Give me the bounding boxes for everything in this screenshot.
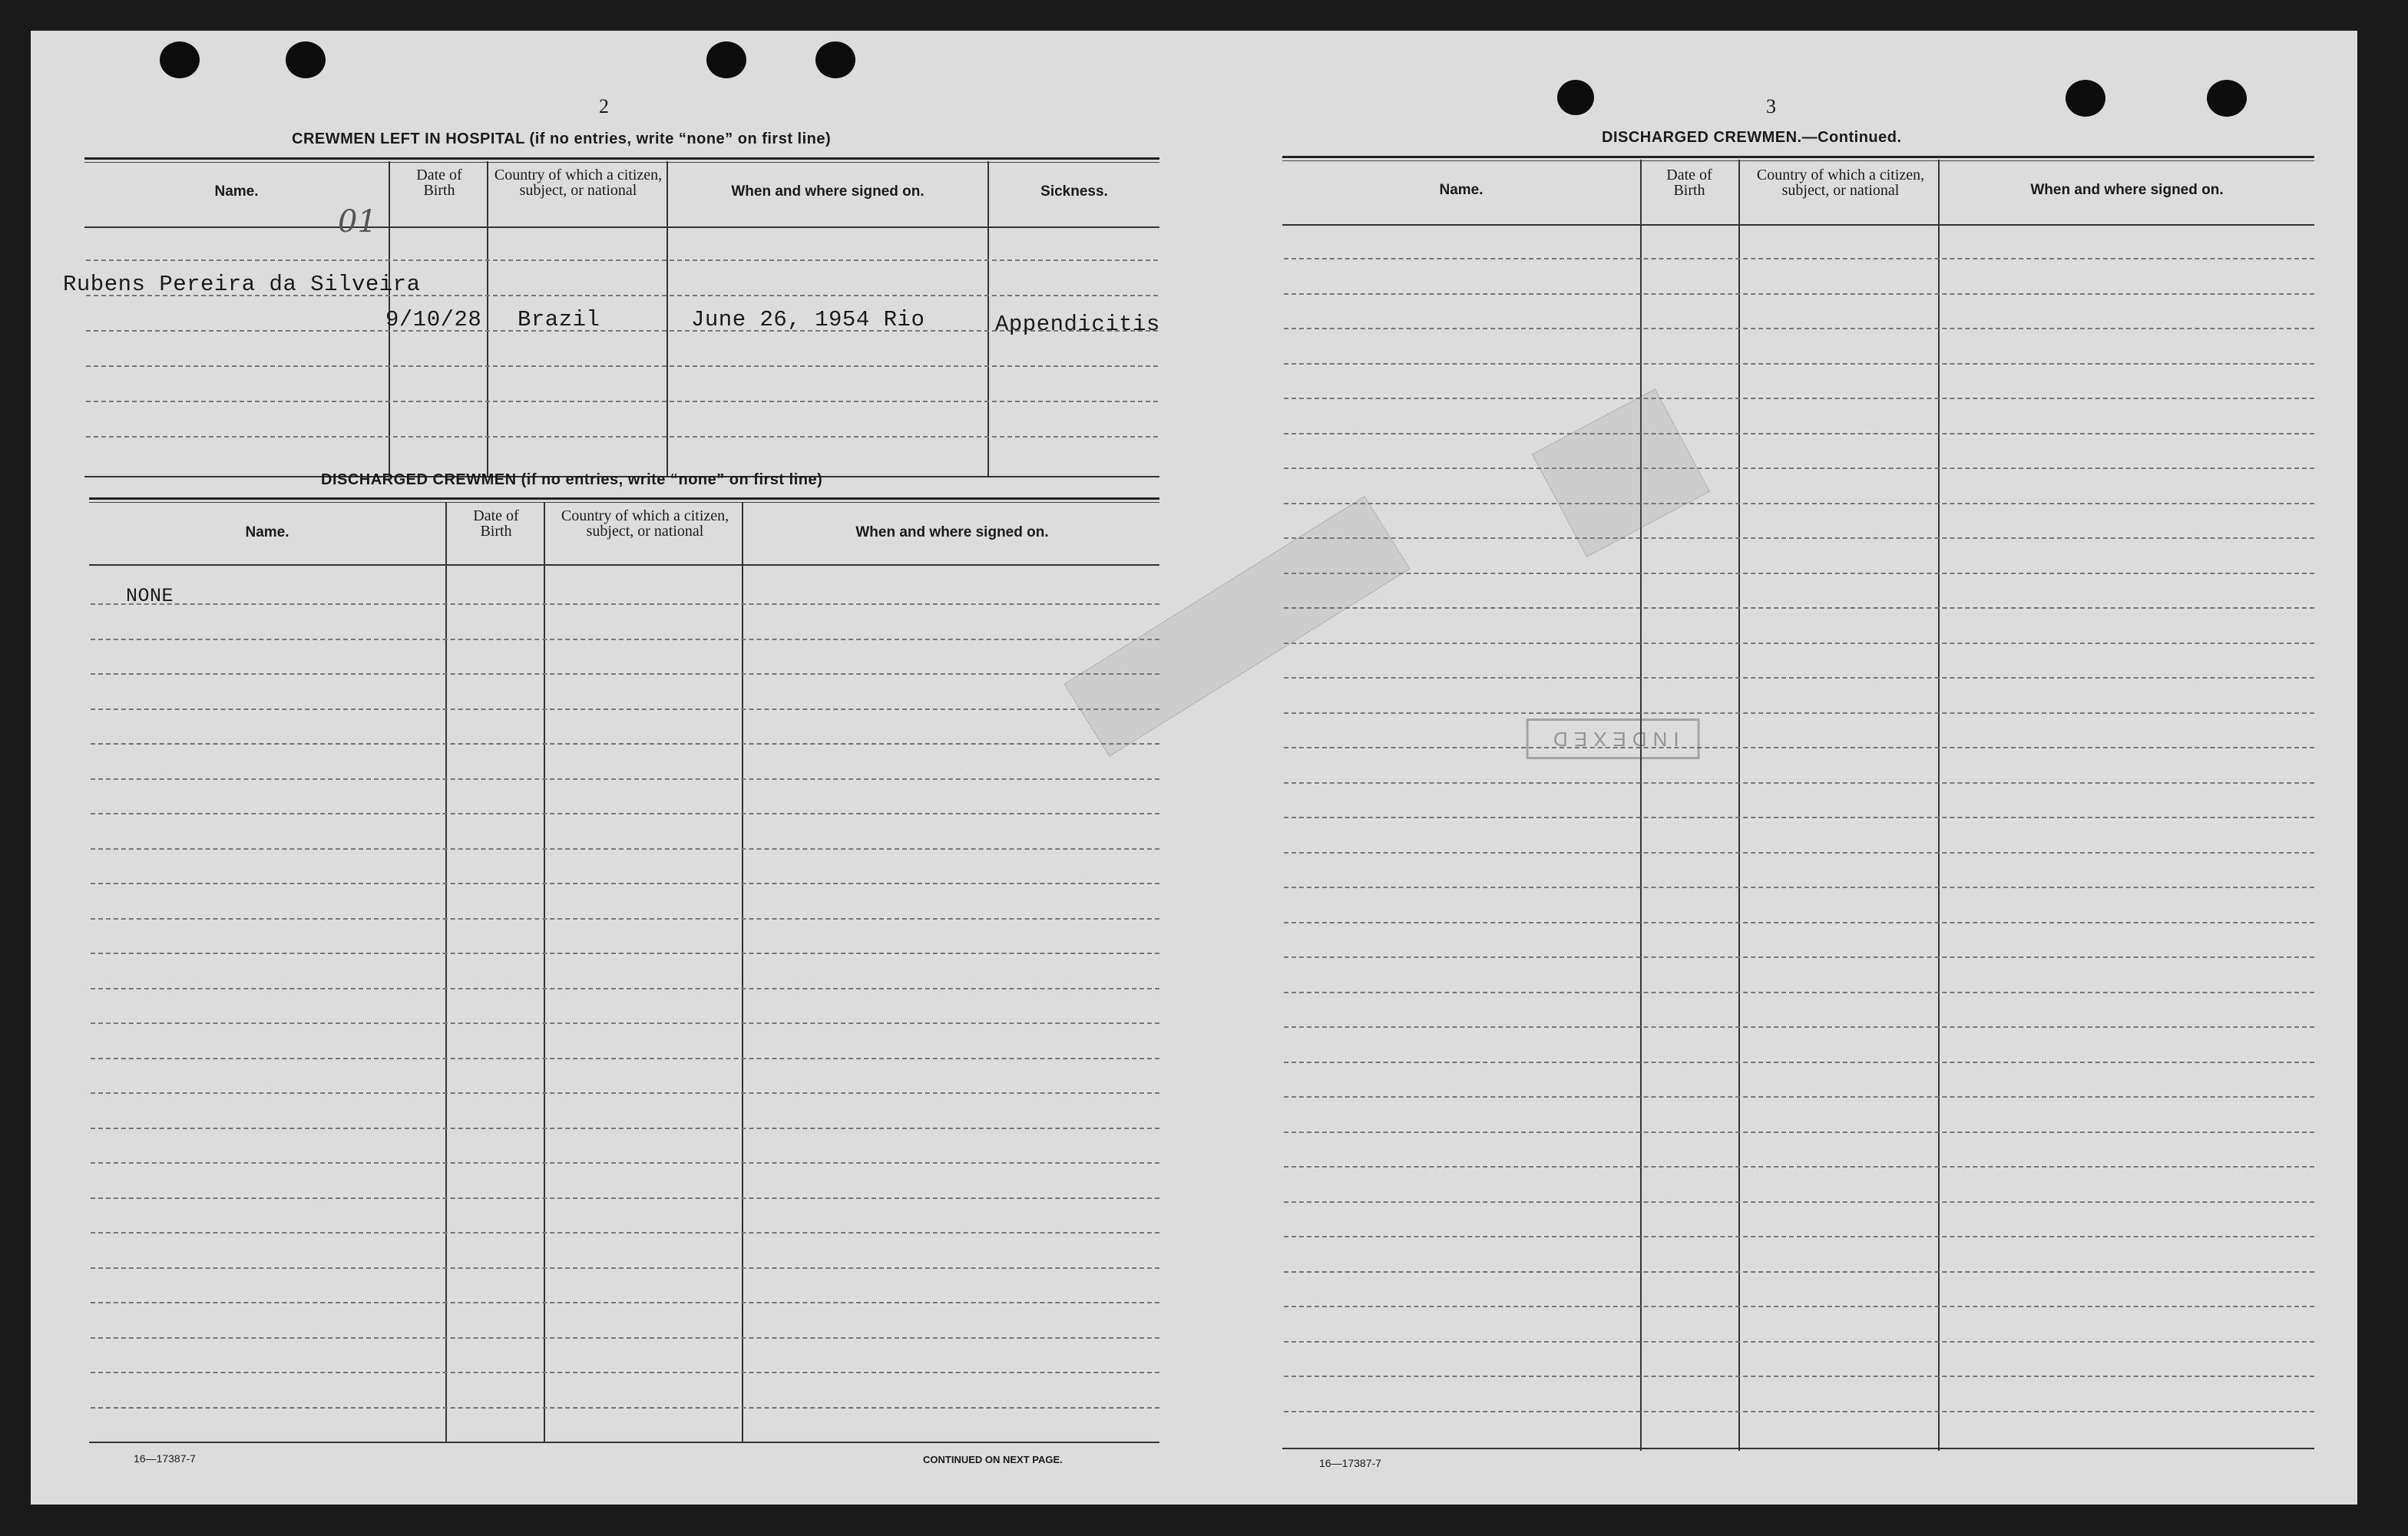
crewman-dob: 9/10/28	[385, 307, 482, 332]
rule	[89, 502, 1159, 503]
rule	[89, 564, 1159, 566]
discharged-ruled-lines	[91, 603, 1159, 1448]
header-name: Name.	[1439, 182, 1484, 198]
punch-hole	[1557, 80, 1594, 115]
punch-hole	[2066, 80, 2105, 117]
indexed-stamp: INDEXED	[1526, 718, 1700, 759]
rule	[84, 162, 1159, 163]
rule	[1282, 224, 2314, 226]
header-date-of-birth: Date of Birth	[1666, 167, 1712, 199]
crewman-name: Rubens Pereira da Silveira	[63, 272, 421, 297]
discharged-section-title: DISCHARGED CREWMEN (if no entries, write “none” on first line)	[321, 471, 823, 488]
header-country: Country of which a citizen, subject, or national	[494, 167, 663, 199]
rule	[84, 157, 1159, 160]
rule	[84, 226, 1159, 228]
crewman-country: Brazil	[518, 307, 600, 332]
left-page	[31, 31, 1198, 1505]
hospital-section-title: CREWMEN LEFT IN HOSPITAL (if no entries, write “none” on first line)	[292, 130, 832, 147]
rule	[1282, 1448, 2314, 1449]
header-signed-on: When and where signed on.	[731, 183, 925, 200]
header-name: Name.	[245, 524, 289, 540]
header-signed-on: When and where signed on.	[2030, 182, 2224, 198]
right-page	[1198, 31, 2357, 1505]
section-title: DISCHARGED CREWMEN.—Continued.	[1602, 129, 1902, 146]
header-name: Name.	[214, 183, 259, 200]
punch-hole	[2207, 80, 2247, 117]
manifest-sheet	[31, 31, 2357, 1505]
header-date-of-birth: Date of Birth	[416, 167, 462, 199]
punch-hole	[815, 41, 855, 78]
punch-hole	[706, 41, 746, 78]
header-country: Country of which a citizen, subject, or national	[561, 507, 729, 540]
form-number: 16—17387-7	[1319, 1457, 1381, 1469]
header-sickness: Sickness.	[1040, 183, 1108, 200]
header-date-of-birth: Date of Birth	[473, 507, 519, 540]
form-number: 16—17387-7	[134, 1452, 196, 1465]
continued-note: CONTINUED ON NEXT PAGE.	[923, 1454, 1063, 1465]
crewman-sickness: Appendicitis	[995, 312, 1160, 337]
discharged-entry: NONE	[126, 585, 174, 607]
rule	[89, 1442, 1159, 1443]
header-country: Country of which a citizen, subject, or national	[1756, 167, 1925, 199]
punch-hole	[160, 41, 200, 78]
page-number: 2	[599, 95, 609, 117]
rule	[1282, 160, 2314, 161]
rule	[1282, 156, 2314, 158]
margin-mark: 01	[338, 204, 377, 239]
page-number: 3	[1766, 95, 1776, 117]
rule	[89, 497, 1159, 500]
ruled-lines	[1284, 258, 2314, 1451]
punch-hole	[286, 41, 326, 78]
crewman-signed-on: June 26, 1954 Rio	[691, 307, 925, 332]
header-signed-on: When and where signed on.	[855, 524, 1049, 540]
